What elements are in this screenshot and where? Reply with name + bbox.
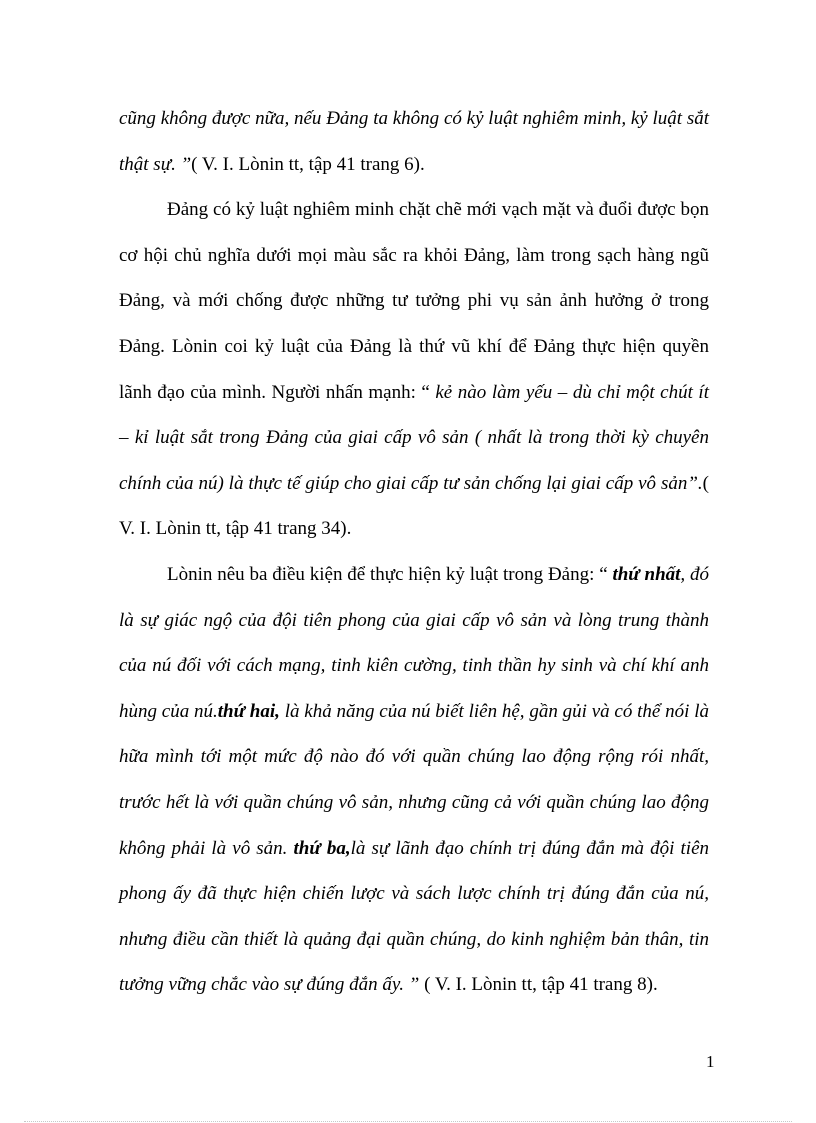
- body-text: [119, 96, 709, 1008]
- text-run: ( V. I. Lònin tt, tập 41 trang 8).: [419, 974, 658, 996]
- text-run: là sự lãnh đạo chính trị đúng đắn mà đội tiên phong ấy đã thực hiện chiến lược và sách lược chính trị đúng đắn của nú, nhưng điều cần thiết là quảng đại quần chúng, do kinh nghiệm bản thân, tin tưởng vững chắc vào sự đúng đắn ấy. ”: [119, 837, 709, 996]
- text-run: ( V. I. Lònin tt, tập 41 trang 6).: [191, 153, 425, 175]
- text-run: , đó là sự giác ngộ của đội tiên phong của giai cấp vô sản và lòng trung thành của nú đối với cách mạng, tinh kiên cường, tinh thần hy sinh và chí khí anh hùng của nú.: [119, 563, 709, 722]
- paragraph-2: [119, 187, 709, 552]
- text-run: Lònin nêu ba điều kiện để thực hiện kỷ luật trong Đảng: “: [167, 563, 613, 585]
- paragraph-1: [119, 96, 709, 187]
- text-run: thứ hai,: [217, 700, 280, 722]
- text-run: Đảng có kỷ luật nghiêm minh chặt chẽ mới vạch mặt và đuổi được bọn cơ hội chủ nghĩa dưới mọi màu sắc ra khỏi Đảng, làm trong sạch hàng ngũ Đảng, và mới chống được những tư tưởng phi vụ sản ảnh hưởng ở trong Đảng. Lònin coi kỷ luật của Đảng là thứ vũ khí để Đảng thực hiện quyền lãnh đạo của mình. Người nhấn mạnh: “: [119, 199, 709, 403]
- page-number: 1: [706, 1052, 715, 1071]
- text-run: thứ ba,: [293, 837, 351, 859]
- text-run: kẻ nào làm yếu – dù chỉ một chút ít – kỉ luật sắt trong Đảng của giai cấp vô sản ( nhất là trong thời kỳ chuyên chính của nú) là thực tế giúp cho giai cấp tư sản chống lại giai cấp vô sản”.: [119, 381, 709, 494]
- text-run: ( V. I. Lònin tt, tập 41 trang 34).: [119, 472, 709, 540]
- text-run: thứ nhất: [612, 563, 681, 585]
- text-run: cũng không được nữa, nếu Đảng ta không có kỷ luật nghiêm minh, kỷ luật sắt thật sự. ”: [119, 108, 709, 175]
- text-run: là khả năng của nú biết liên hệ, gần gủi và có thể nói là hữa mình tới một mức độ nào đó với quần chúng lao động rộng rói nhất, trước hết là với quần chúng vô sản, nhưng cũng cả với quần chúng lao động không phải là vô sản.: [119, 700, 710, 859]
- paragraph-3: [119, 552, 709, 1008]
- page-bottom-divider: [24, 1121, 792, 1122]
